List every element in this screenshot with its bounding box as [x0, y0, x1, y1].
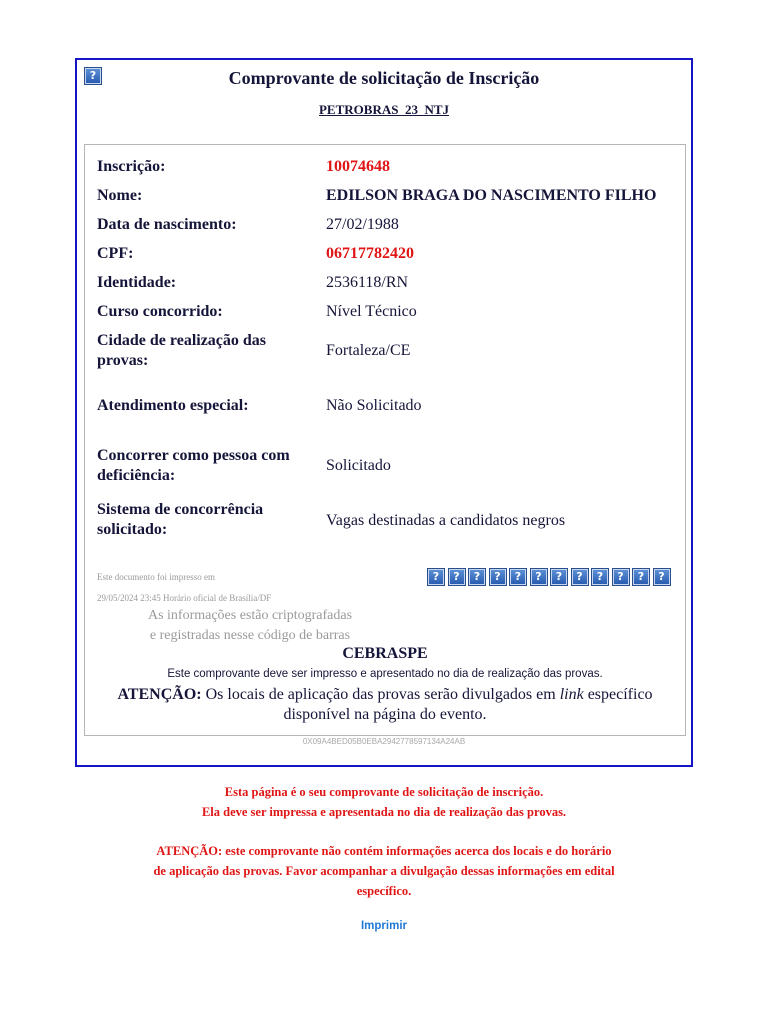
- crypto-note-line2: e registradas nesse código de barras: [149, 628, 351, 643]
- verification-hash: 0X09A4BED05B0EBA2942778597134A24AB: [302, 737, 466, 746]
- crypto-note-line1: As informações estão criptografadas: [147, 608, 353, 623]
- field-value: 10074648: [326, 158, 390, 175]
- receipt-frame: [75, 58, 693, 767]
- field-label: Identidade:: [97, 274, 177, 291]
- help-icon[interactable]: ?: [551, 569, 567, 585]
- help-icon[interactable]: ?: [510, 569, 526, 585]
- help-icon[interactable]: ?: [531, 569, 547, 585]
- exam-code: PETROBRAS_23_NTJ: [318, 102, 450, 117]
- attention-label: ATENÇÃO:: [117, 686, 202, 703]
- print-link[interactable]: Imprimir: [360, 920, 407, 932]
- field-label: Concorrer como pessoa com deficiência:: [97, 447, 290, 484]
- field-label: Atendimento especial:: [97, 397, 249, 414]
- help-icon[interactable]: ?: [85, 68, 101, 84]
- help-icon[interactable]: ?: [428, 569, 444, 585]
- help-icon[interactable]: ?: [654, 569, 670, 585]
- field-value: EDILSON BRAGA DO NASCIMENTO FILHO: [326, 187, 657, 204]
- field-label: CPF:: [97, 245, 134, 262]
- field-value: Nível Técnico: [326, 303, 417, 320]
- attention-text: Os locais de aplicação das provas serão divulgados em: [201, 686, 560, 703]
- help-icon[interactable]: ?: [449, 569, 465, 585]
- page-title: Comprovante de solicitação de Inscrição: [228, 68, 540, 88]
- help-icon[interactable]: ?: [469, 569, 485, 585]
- print-timestamp-line1: Este documento foi impresso em: [97, 572, 215, 582]
- field-value: 2536118/RN: [326, 274, 409, 291]
- bottom-note-line2: Ela deve ser impressa e apresentada no dia de realização das provas.: [201, 805, 567, 819]
- bottom-note-line5: específico.: [356, 884, 412, 898]
- field-label: Curso concorrido:: [97, 303, 223, 320]
- field-value: 06717782420: [326, 245, 414, 262]
- help-icon[interactable]: ?: [613, 569, 629, 585]
- bottom-note-line3: ATENÇÃO: este comprovante não contém informações acerca dos locais e do horário: [156, 844, 612, 858]
- field-value: Fortaleza/CE: [326, 342, 411, 359]
- field-label: Cidade de realização das provas:: [97, 332, 267, 369]
- field-label: Data de nascimento:: [97, 216, 237, 233]
- help-icon[interactable]: ?: [572, 569, 588, 585]
- help-icon[interactable]: ?: [633, 569, 649, 585]
- help-icon[interactable]: ?: [592, 569, 608, 585]
- field-value: Solicitado: [326, 457, 391, 474]
- field-value: Vagas destinadas a candidatos negros: [326, 512, 566, 529]
- field-label: Nome:: [97, 187, 143, 204]
- attention-link-word: link: [559, 686, 584, 703]
- bottom-note-line1: Esta página é o seu comprovante de solicitação de inscrição.: [224, 785, 544, 799]
- field-label: Sistema de concorrência solicitado:: [97, 501, 264, 538]
- attention-notice: [95, 685, 675, 725]
- organization-name: CEBRASPE: [342, 645, 428, 662]
- field-value: Não Solicitado: [326, 397, 422, 414]
- help-icon[interactable]: ?: [490, 569, 506, 585]
- bottom-note-line4: de aplicação das provas. Favor acompanhar a divulgação dessas informações em edital: [153, 864, 615, 878]
- attention-text: específico disponível na página do evento.: [283, 686, 653, 723]
- registration-details-box: [84, 144, 686, 736]
- barcode-icons: [428, 569, 676, 587]
- print-notice: Este comprovante deve ser impresso e apresentado no dia de realização das provas.: [167, 668, 603, 680]
- field-label: Inscrição:: [97, 158, 166, 175]
- field-value: 27/02/1988: [326, 216, 399, 233]
- print-timestamp-line2: 29/05/2024 23:45 Horário oficial de Brasília/DF: [97, 593, 272, 603]
